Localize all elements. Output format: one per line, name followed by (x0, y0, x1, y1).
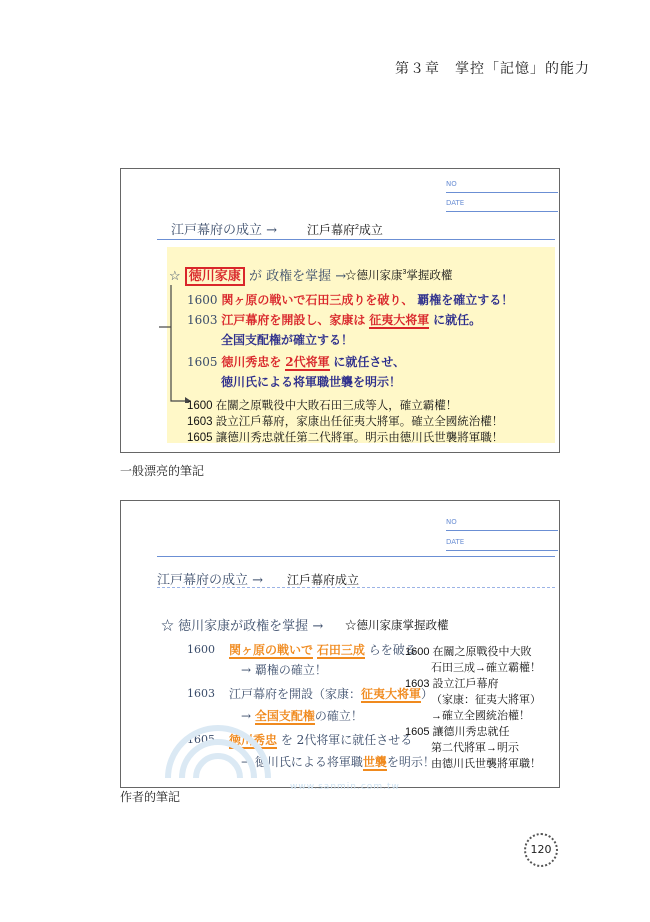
bracket-line (151, 283, 191, 403)
date-field: DATE (446, 537, 558, 551)
print-main: ☆德川家康$^3$掌握政權 (345, 269, 453, 282)
hw-1605-b: → 徳川氏による将軍職世襲を明示！ (241, 755, 435, 769)
print-main: ☆德川家康掌握政權 (345, 620, 449, 632)
caption-author: 作者的筆記 (120, 790, 181, 804)
hw-1600-a: 関ヶ原の戦いで 石田三成 らを破る (229, 643, 417, 657)
note-card-pretty (120, 168, 560, 453)
page-number: 120 (524, 833, 558, 867)
watermark-logo (158, 720, 278, 780)
hw-row-1605b: 徳川氏による将軍職世襲を明示！ (221, 375, 402, 389)
hw-title: 江戸幕府の成立 → (171, 223, 278, 238)
chapter-header: 第３章 掌控「記憶」的能力 (395, 61, 590, 77)
hw-year-1603: 1603 (187, 687, 215, 700)
star-icon: ☆ (169, 269, 181, 284)
hw-1605-a: 徳川秀忠 を 2代将軍に就任させる (229, 733, 413, 747)
hw-main-line: ☆ 徳川家康が政権を掌握 → (161, 619, 324, 634)
star-icon: ☆ (161, 619, 175, 634)
print-right-line: 石田三成→確立霸權！ (431, 662, 541, 674)
rule-line (157, 239, 555, 240)
date-field: DATE (446, 198, 558, 212)
no-field: NO (446, 179, 558, 193)
watermark-url: www.sanmin.com.tw (290, 782, 400, 792)
hw-row-1603: 1603 江戸幕府を開設し、家康は 征夷大将軍 に就任。 (187, 313, 482, 327)
print-right-line: 由德川氏世襲將軍職！ (431, 758, 541, 770)
print-line: 1603 設立江戶幕府，家康出任征夷大將軍。確立全國統治權！ (187, 416, 504, 428)
print-right-line: 1603 設立江戶幕府 (405, 678, 499, 690)
hw-row-1600: 1600 関ヶ原の戦いで石田三成りを破り、 覇権を確立する！ (187, 293, 514, 307)
print-right-line: 第二代將軍→明示 (431, 742, 519, 754)
hw-main-line: ☆ 徳川家康 が 政権を掌握 → (169, 269, 347, 284)
print-right-line: →確立全國統治權！ (431, 710, 530, 722)
print-right-line: （家康：征夷大將軍） (431, 694, 541, 706)
hw-1603-a: 江戸幕府を開設（家康：征夷大将軍） (229, 687, 434, 701)
hw-row-1603b: 全国支配権が確立する！ (221, 333, 354, 347)
hw-year-1600: 1600 (187, 643, 215, 656)
print-line: 1605 讓德川秀忠就任第二代將軍。明示由德川氏世襲將軍職！ (187, 432, 504, 444)
print-title: 江戶幕府成立 (287, 573, 360, 587)
hw-1603-b: → 全国支配権の確立！ (241, 709, 363, 723)
print-title: 江戶幕府$^2$成立 (307, 223, 383, 237)
print-line: 1600 在關之原戰役中大敗石田三成等人，確立霸權！ (187, 400, 458, 412)
hw-1600-b: → 覇権の確立！ (241, 663, 327, 677)
print-right-line: 1600 在關之原戰役中大敗 (405, 646, 532, 658)
hw-row-1605: 1605 徳川秀忠を 2代将軍 に就任させ、 (187, 355, 406, 369)
hw-title: 江戸幕府の成立 → (157, 573, 264, 588)
print-right-line: 1605 讓德川秀忠就任 (405, 726, 510, 738)
hw-year-1605: 1605 (187, 733, 215, 746)
no-field: NO (446, 517, 558, 531)
caption-pretty: 一般漂亮的筆記 (120, 464, 205, 478)
rule-line (157, 556, 555, 557)
